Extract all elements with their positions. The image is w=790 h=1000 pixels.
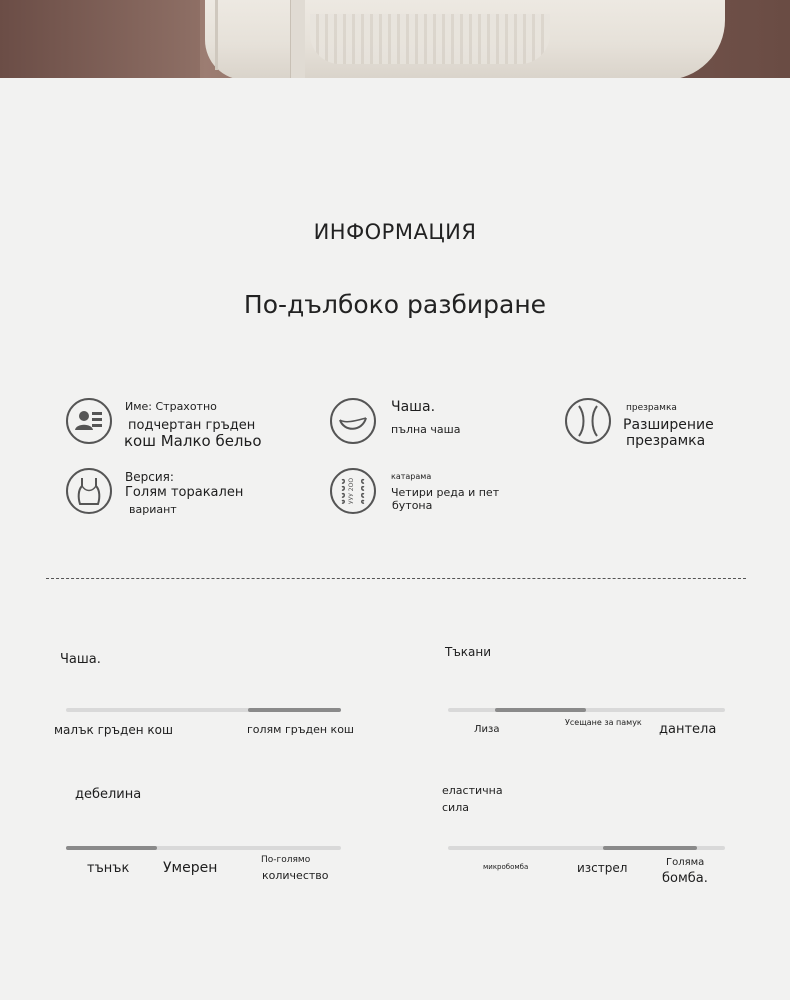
cup-scale-track: [66, 708, 341, 712]
thickness-scale-label-more-1: По-голямо: [261, 855, 311, 865]
fabric-scale-track: [448, 708, 725, 712]
elasticity-scale-label-shot: изстрел: [577, 861, 628, 875]
product-photo: [0, 0, 790, 78]
section-subtitle: По-дълбоко разбиране: [243, 290, 547, 319]
elasticity-scale-title-line1: еластична: [442, 784, 503, 797]
strap-label: презрамка: [626, 403, 677, 413]
fabric-scale-label-cotton: Усещане за памук: [565, 718, 642, 727]
fabric-scale-label-smooth: Лиза: [474, 724, 500, 735]
cup-label: Чаша.: [391, 399, 436, 415]
thickness-scale-label-more-2: количество: [262, 869, 329, 882]
elasticity-scale-label-big-2: бомба.: [662, 871, 708, 886]
elasticity-scale-track: [448, 846, 725, 850]
version-label: Версия:: [125, 470, 174, 484]
name-value-line2: кош Малко бельо: [124, 432, 262, 450]
thickness-scale-label-moderate: Умерен: [163, 860, 218, 876]
fabric-scale-fill: [495, 708, 586, 712]
buckle-value-line1: Четири реда и пет: [391, 486, 500, 499]
cup-value: пълна чаша: [391, 423, 461, 436]
elasticity-scale-title-line2: сила: [442, 801, 469, 814]
thickness-scale-title: дебелина: [75, 787, 142, 802]
name-value-line1: подчертан гръден: [128, 418, 256, 433]
person-card-icon: [66, 398, 112, 444]
strap-icon: [565, 398, 611, 444]
fabric-scale-label-lace: дантела: [659, 722, 717, 737]
tank-top-icon: [66, 468, 112, 514]
elasticity-scale-fill: [603, 846, 697, 850]
fabric-scale-title: Тъкани: [445, 645, 492, 659]
buckle-label: катарама: [391, 472, 432, 481]
thickness-scale-track: [66, 846, 341, 850]
buckle-icon-text: УУУ 2ОО: [348, 477, 355, 505]
cup-scale-label-large: голям гръден кош: [247, 723, 354, 736]
strap-value-line1: Разширение: [623, 417, 714, 433]
strap-value-line2: презрамка: [626, 433, 706, 449]
elasticity-scale-label-big-1: Голяма: [666, 857, 705, 868]
thickness-scale-fill: [66, 846, 157, 850]
version-value-line2: вариант: [129, 503, 177, 516]
thickness-scale-label-thin: тънък: [87, 861, 130, 876]
elasticity-scale-label-micro: микробомба: [483, 863, 529, 871]
version-value-line1: Голям торакален: [125, 485, 244, 500]
name-label: Име: Страхотно: [125, 400, 217, 413]
cup-icon: [330, 398, 376, 444]
buckle-icon: [330, 468, 376, 514]
section-title: ИНФОРМАЦИЯ: [313, 220, 477, 244]
cup-scale-fill: [248, 708, 342, 712]
section-divider: [46, 578, 746, 579]
buckle-value-line2: бутона: [392, 499, 433, 512]
cup-scale-label-small: малък гръден кош: [54, 723, 173, 737]
cup-scale-title: Чаша.: [60, 652, 101, 667]
